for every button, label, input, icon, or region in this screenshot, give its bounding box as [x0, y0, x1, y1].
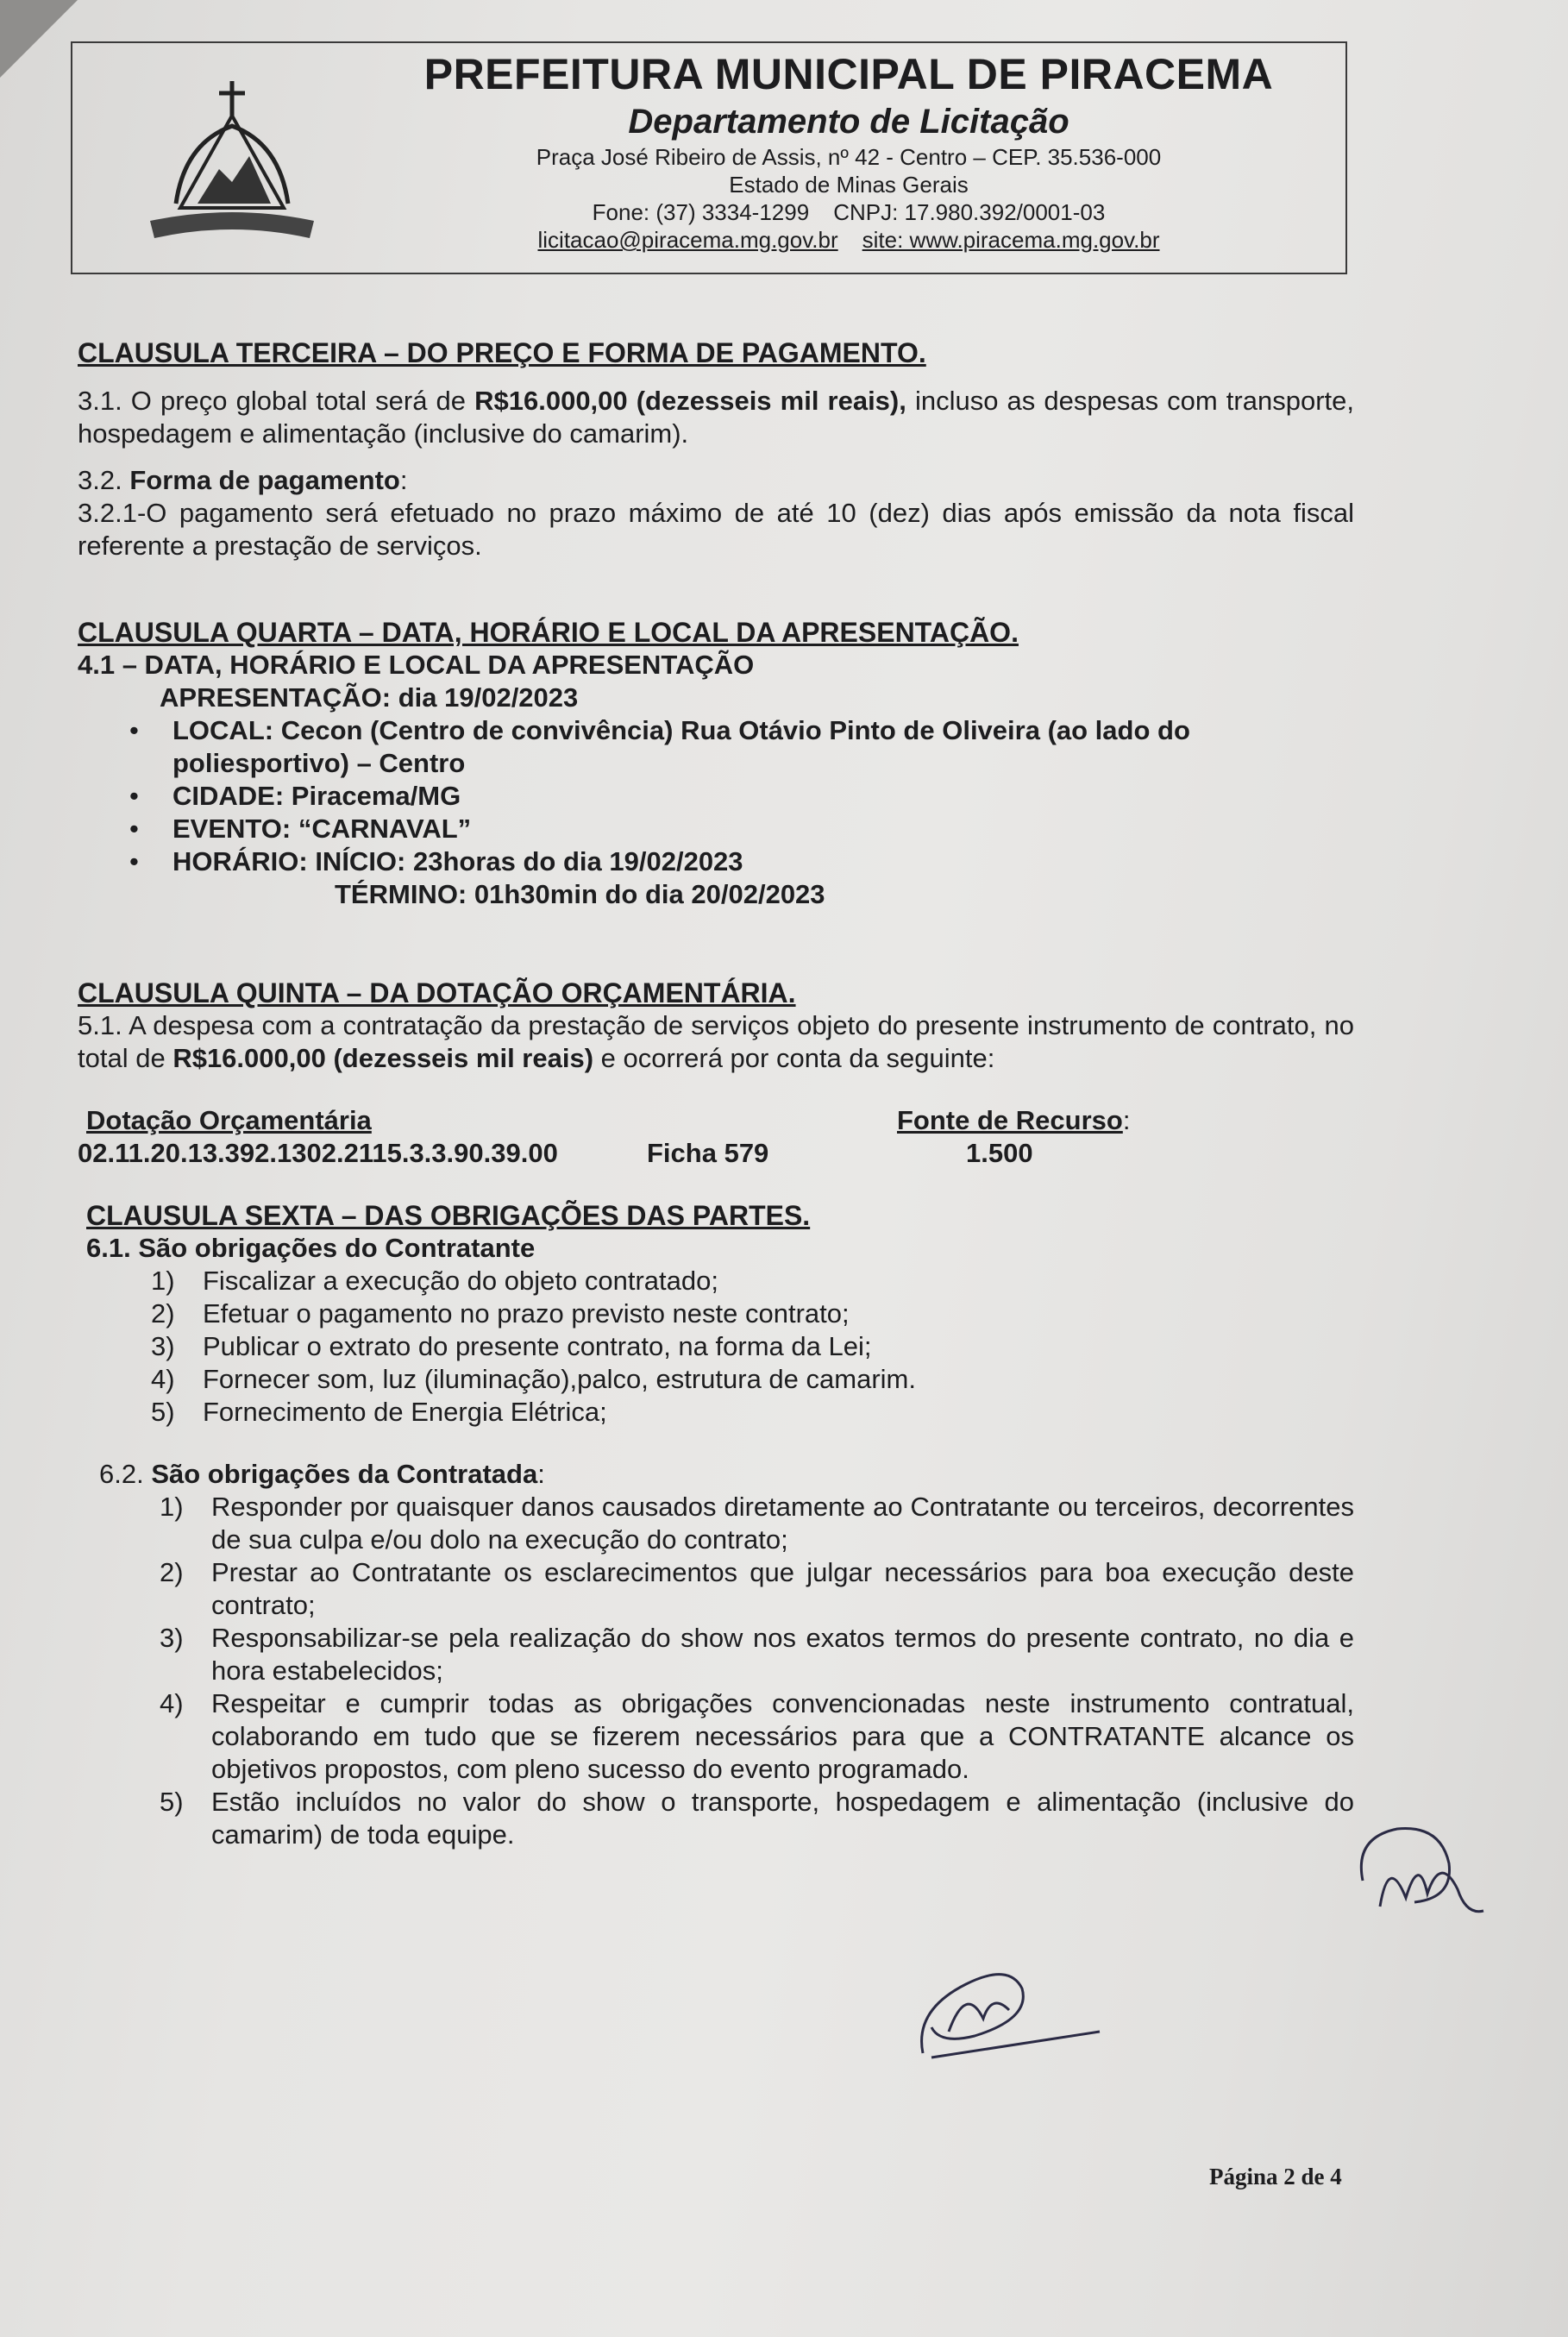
section-heading-3: CLAUSULA TERCEIRA – DO PREÇO E FORMA DE PAGAMENTO.: [78, 337, 926, 368]
contract-body: CLAUSULA TERCEIRA – DO PREÇO E FORMA DE PAGAMENTO. 3.1. O preço global total será de R$16.000,00 (dezesseis mil reais), incluso as despesas com transporte, hospedagem e alimentação (inclusive do camarim). 3.2. Forma de pagamento: 3.2.1-O pagamento será efetuado no prazo máximo de até 10 (dez) dias após emissão da nota fiscal referente a prestação de serviços. CLAUSULA QUARTA – DATA, HORÁRIO E LOCAL DA APRESENTAÇÃO. 4.1 – DATA, HORÁRIO E LOCAL DA APRESENTAÇÃO APRESENTAÇÃO: dia 19/02/2023 • LOCAL: Cecon (Centro de convivência) Rua Otávio Pinto de Oliveira (ao lado do poliesportivo) – Centro • CIDADE: Piracema/MG • EVENTO: “CARNAVAL” • HORÁRIO: INÍCIO: 23horas do dia 19/02/2023 TÉRMINO: 01h30min do dia 20/02/2023 CLAUSULA QUINTA – DA DOTAÇÃO ORÇAMENTÁRIA. 5.1. A despesa com a contratação da prestação de serviços objeto do presente instrumento de contrato, no total de R$16.000,00 (dezesseis mil reais) e ocorrerá por conta da seguinte: Dotação Orçamentária Fonte de Recurso: 02.11.20.13.392.1302.2115.3.3.90.39.00 Ficha 579 1.500 CLAUSULA SEXTA – DAS OBRIGAÇÕES DAS PARTES. 6.1. São obrigações do Contratante 1) Fiscalizar a execução do objeto contratado; 2) Efetuar o pagamento no prazo previsto neste contrato; 3) Publicar o extrato do presente contrato, na forma da Lei; 4) Fornecer som, luz (iluminação),palco, estrutura de camarim. 5) Fornecimento de Energia Elétrica; 6.2. São obrigações da Contratada: 1) Responder por quaisquer danos causados diretamente ao Contratante ou terceiros, decorrentes de sua culpa e/ou dolo na execução do contrato; 2) Prestar ao Contratante os esclarecimentos que julgar necessários para boa execução deste contrato; 3) Responsabilizar-se pela realização do show nos exatos termos do presente contrato, no dia e hora estabelecidos; 4) Respeitar e cumprir todas as obrigações convencionadas neste instrumento contratual, colaborando em tudo que se fizerem necessários para que a CONTRATANTE alcance os objetivos propostos, com pleno sucesso do evento programado. 5) Estão incluídos no valor do show o transporte, hospedagem e alimentação (inclusive do camarim) de toda equipe.: [78, 336, 1354, 1851]
section-heading-6: CLAUSULA SEXTA – DAS OBRIGAÇÕES DAS PARTES.: [86, 1200, 811, 1231]
page-number: Página 2 de 4: [1209, 2164, 1342, 2189]
list-item: • CIDADE: Piracema/MG: [172, 780, 1354, 813]
page-fold-corner: [0, 0, 78, 78]
paragraph-3-1: 3.1. O preço global total será de R$16.000,00 (dezesseis mil reais), incluso as despesas com transporte, hospedagem e alimentação (inclusive do camarim).: [78, 386, 1354, 449]
list-item: • HORÁRIO: INÍCIO: 23horas do dia 19/02/2023: [172, 845, 1354, 878]
section-heading-4: CLAUSULA QUARTA – DATA, HORÁRIO E LOCAL DA APRESENTAÇÃO.: [78, 617, 1019, 648]
list-item: 3) Publicar o extrato do presente contrato, na forma da Lei;: [151, 1331, 872, 1361]
header-cnpj: CNPJ: 17.980.392/0001-03: [833, 199, 1106, 225]
header-state: Estado de Minas Gerais: [729, 172, 969, 198]
header-email-link[interactable]: licitacao@piracema.mg.gov.br: [537, 227, 838, 253]
rubric-signature-icon: [914, 1958, 1104, 2070]
subheading-6-1: 6.1. São obrigações do Contratante: [86, 1233, 536, 1263]
funding-source-code: 1.500: [966, 1138, 1033, 1168]
paragraph-3-2-1: 3.2.1-O pagamento será efetuado no prazo máximo de até 10 (dez) dias após emissão da nota fiscal referente a prestação de serviços.: [78, 498, 1354, 561]
budget-label: Dotação Orçamentária: [86, 1105, 372, 1135]
ficha-number: Ficha 579: [647, 1138, 769, 1168]
budget-code: 02.11.20.13.392.1302.2115.3.3.90.39.00: [78, 1138, 558, 1168]
initials-signature-icon: [1345, 1803, 1492, 1932]
list-item: 5) Estão incluídos no valor do show o transporte, hospedagem e alimentação (inclusive do camarim) de toda equipe.: [160, 1787, 1354, 1850]
contracted-obligations-list: [78, 1491, 1354, 1851]
list-item: 2) Efetuar o pagamento no prazo previsto neste contrato;: [151, 1298, 850, 1329]
header-site-link[interactable]: site: www.piracema.mg.gov.br: [862, 227, 1160, 253]
list-item: • LOCAL: Cecon (Centro de convivência) Rua Otávio Pinto de Oliveira (ao lado do poliesportivo) – Centro: [172, 714, 1354, 780]
list-item: • EVENTO: “CARNAVAL”: [172, 813, 1354, 845]
contractor-obligations-list: [78, 1265, 1354, 1429]
header-address: Praça José Ribeiro de Assis, nº 42 - Centro – CEP. 35.536-000: [536, 144, 1162, 170]
list-item: 2) Prestar ao Contratante os esclarecimentos que julgar necessários para boa execução deste contrato;: [160, 1557, 1354, 1620]
presentation-date: APRESENTAÇÃO: dia 19/02/2023: [160, 682, 579, 713]
list-item: 1) Responder por quaisquer danos causados diretamente ao Contratante ou terceiros, decorrentes de sua culpa e/ou dolo na execução do contrato;: [160, 1492, 1354, 1555]
list-item: 1) Fiscalizar a execução do objeto contratado;: [151, 1266, 718, 1296]
list-item: 5) Fornecimento de Energia Elétrica;: [151, 1397, 607, 1427]
subheading-6-2: 6.2. São obrigações da Contratada:: [99, 1459, 545, 1489]
list-item: 4) Fornecer som, luz (iluminação),palco, estrutura de camarim.: [151, 1364, 916, 1394]
header-department: Departamento de Licitação: [628, 103, 1069, 141]
list-item: 3) Responsabilizar-se pela realização do show nos exatos termos do presente contrato, no dia e hora estabelecidos;: [160, 1623, 1354, 1686]
letterhead: [71, 41, 1347, 274]
paragraph-5-1: 5.1. A despesa com a contratação da prestação de serviços objeto do presente instrumento de contrato, no total de R$16.000,00 (dezesseis mil reais) e ocorrerá por conta da seguinte:: [78, 1010, 1354, 1073]
section-heading-5: CLAUSULA QUINTA – DA DOTAÇÃO ORÇAMENTÁRIA.: [78, 977, 796, 1008]
funding-source-label: Fonte de Recurso: [897, 1105, 1123, 1135]
subheading-4-1: 4.1 – DATA, HORÁRIO E LOCAL DA APRESENTAÇÃO: [78, 650, 755, 680]
municipal-crest-icon: [124, 74, 340, 264]
event-end-time: TÉRMINO: 01h30min do dia 20/02/2023: [335, 879, 825, 909]
header-phone: Fone: (37) 3334-1299: [592, 199, 810, 225]
paragraph-3-2: 3.2. Forma de pagamento:: [78, 465, 408, 495]
event-details-list: [78, 714, 1354, 878]
header-title: PREFEITURA MUNICIPAL DE PIRACEMA: [423, 50, 1274, 98]
list-item: 4) Respeitar e cumprir todas as obrigações convencionadas neste instrumento contratual, colaborando em tudo que se fizerem necessários para que a CONTRATANTE alcance os objetivos propostos, com pleno sucesso do evento programado.: [160, 1688, 1354, 1784]
